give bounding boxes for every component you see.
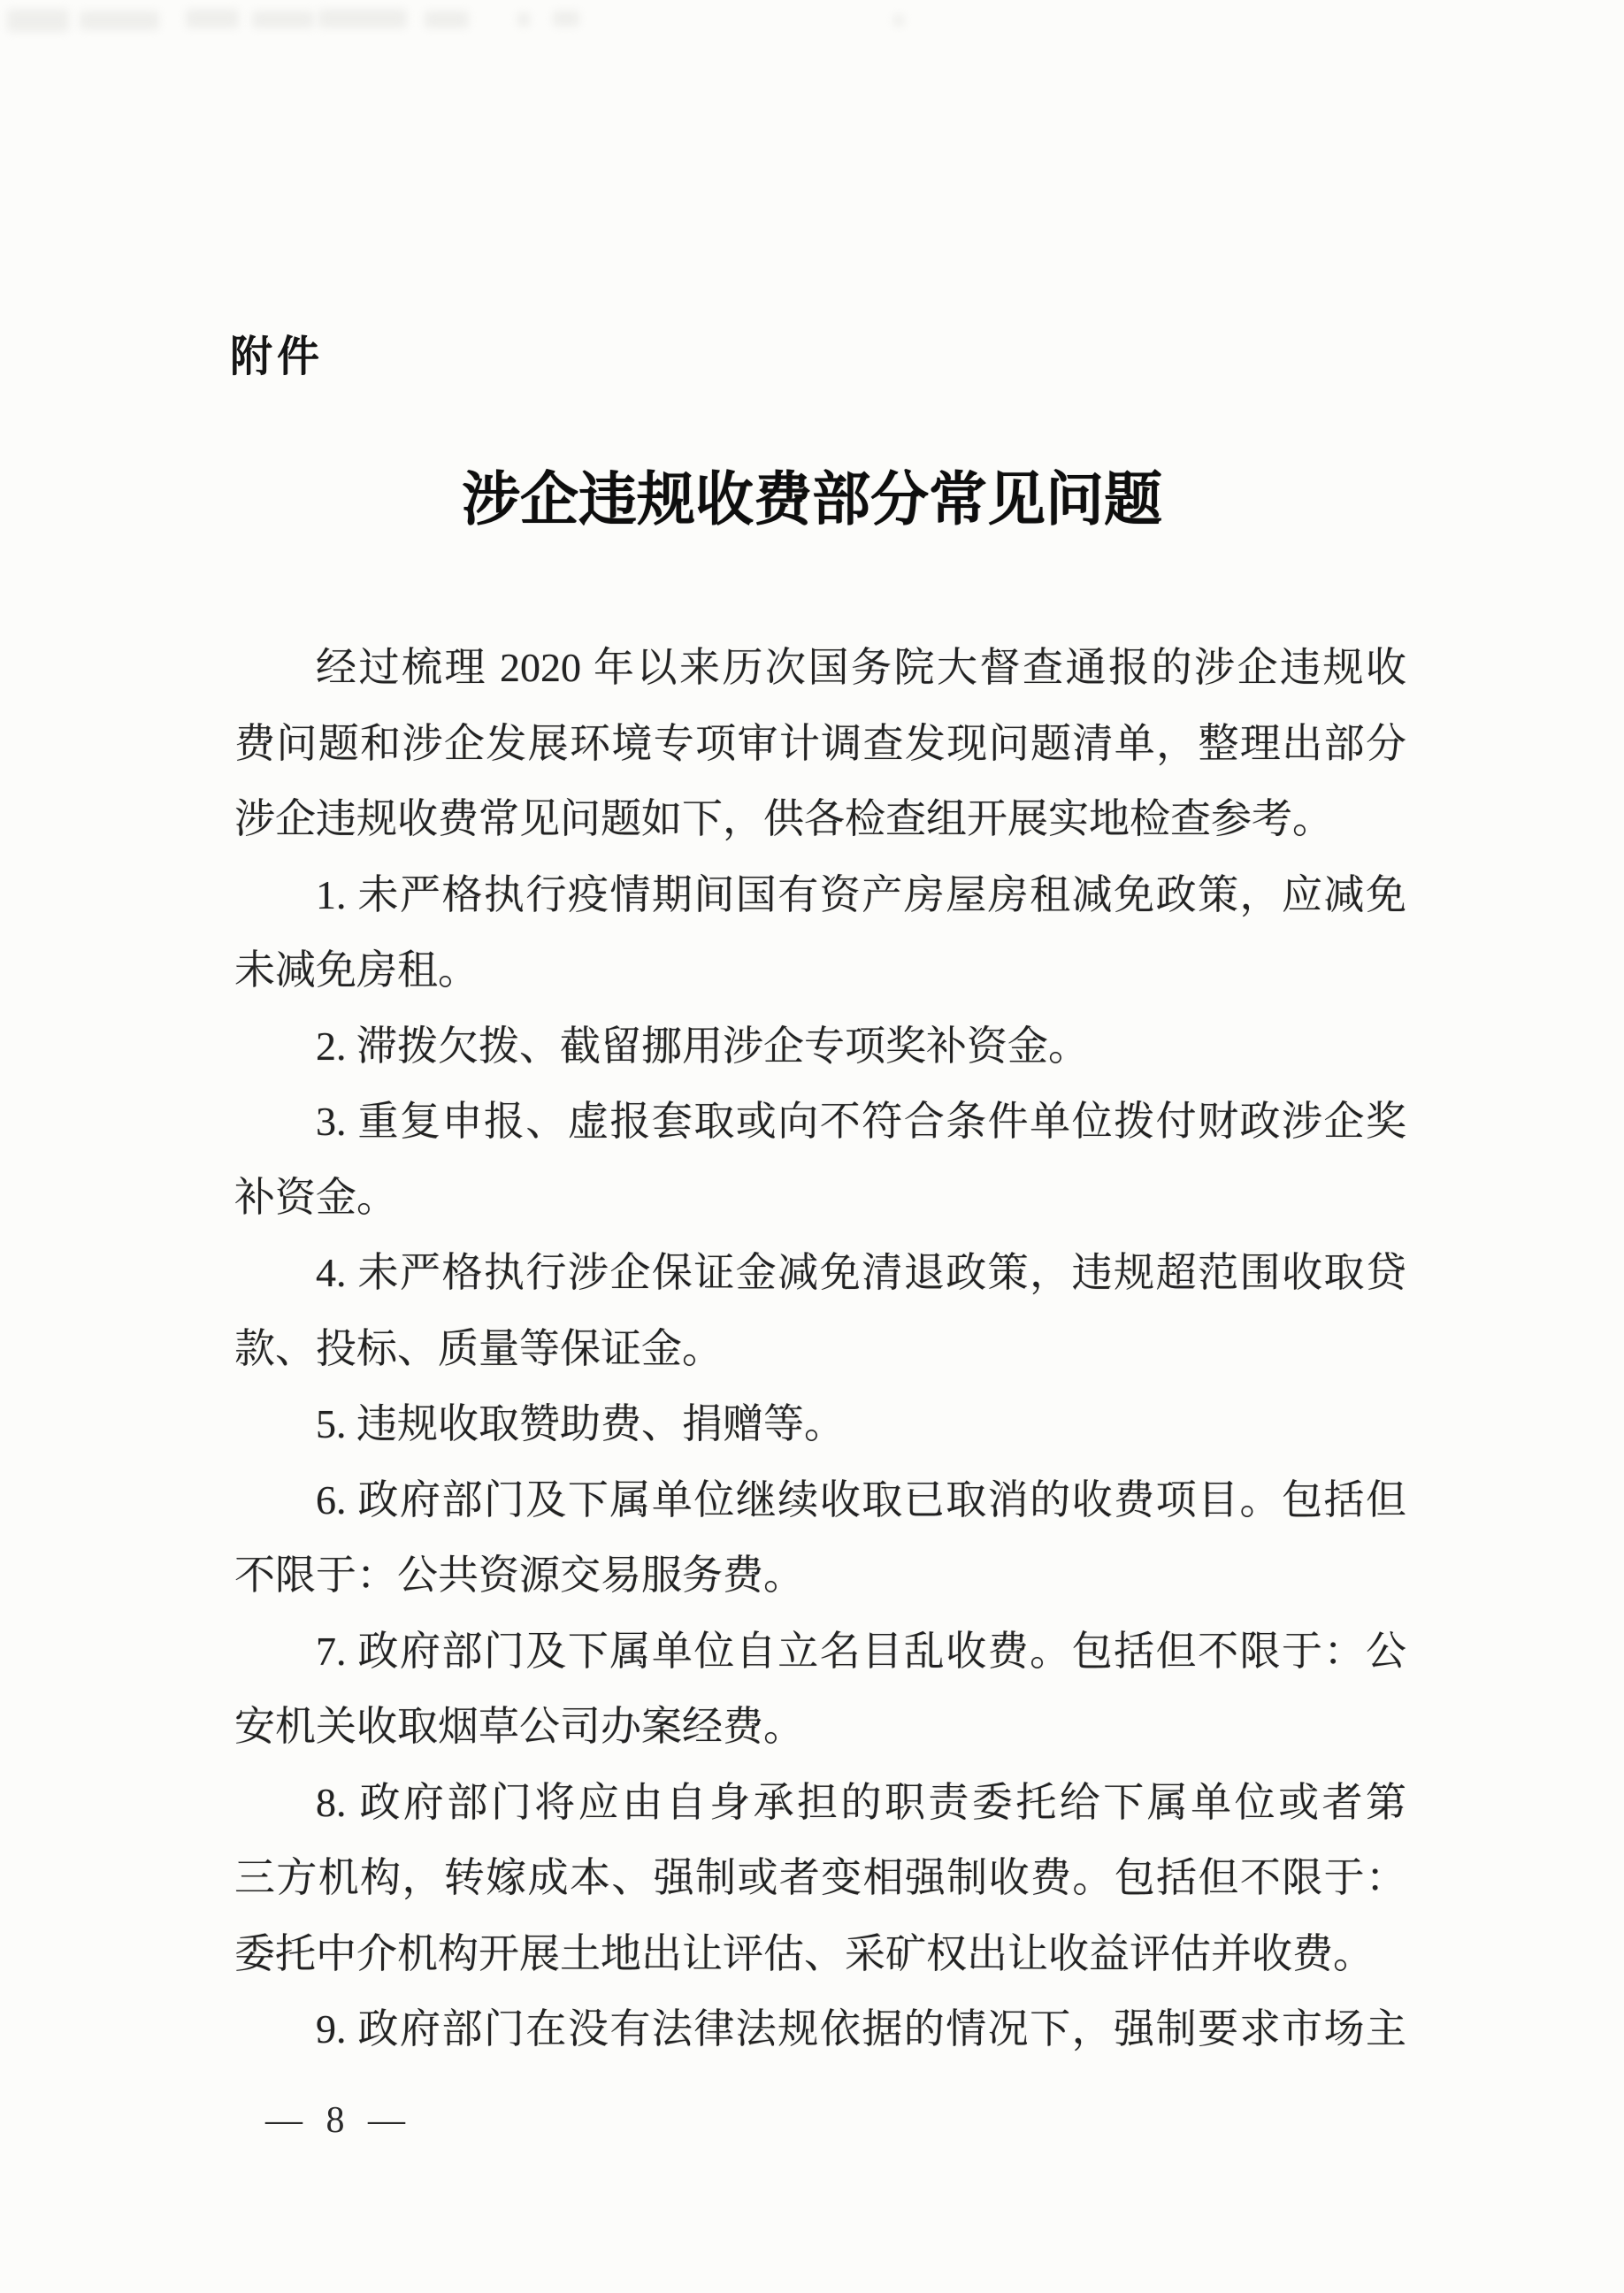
paragraph-item-4 [234,1235,1406,1386]
text-line: 8. 政府部门将应由自身承担的职责委托给下属单位或者第 [316,1779,1406,1825]
document-body [234,630,1406,2067]
scan-artifact [425,11,469,28]
text-line: 3. 重复申报、虚报套取或向不符合条件单位拨付财政涉企奖 [316,1099,1406,1144]
text-line: 经过梳理 2020 年以来历次国务院大督查通报的涉企违规收 [316,645,1406,690]
document-title: 涉企违规收费部分常见问题 [462,468,1162,533]
text-line: 6. 政府部门及下属单位继续收取已取消的收费项目。包括但 [316,1476,1406,1522]
paragraph-item-5 [234,1386,1406,1462]
text-line: 7. 政府部门及下属单位自立名目乱收费。包括但不限于：公 [316,1628,1406,1674]
text-line: 1. 未严格执行疫情期间国有资产房屋房租减免政策，应减免 [316,871,1406,917]
text-line: 款、投标、质量等保证金。 [234,1325,723,1371]
paragraph-item-3 [234,1084,1406,1235]
text-line: 涉企违规收费常见问题如下，供各检查组开展实地检查参考。 [234,796,1333,841]
text-line: 9. 政府部门在没有法律法规依据的情况下，强制要求市场主 [316,2006,1406,2051]
paragraph-item-9 [234,1991,1406,2067]
text-line: 三方机构，转嫁成本、强制或者变相强制收费。包括但不限于： [234,1855,1406,1900]
paragraph-item-7 [234,1614,1406,1765]
text-line: 不限于：公共资源交易服务费。 [234,1553,804,1598]
scan-artifact [893,14,904,27]
paragraph-item-8 [234,1765,1406,1992]
scan-artifact [80,11,159,30]
page-number: — 8 — [265,2100,412,2141]
paragraph-item-6 [234,1462,1406,1614]
text-line: 未减免房租。 [234,947,479,993]
scan-artifact [318,9,407,28]
attachment-label: 附件 [230,334,325,380]
scan-artifact [7,9,69,32]
paragraph-intro [234,630,1406,857]
paragraph-item-1 [234,857,1406,1008]
scan-artifact [517,12,530,27]
text-line: 委托中介机构开展土地出让评估、采矿权出让收益评估并收费。 [234,1930,1374,1976]
scan-artifact [252,11,314,28]
paragraph-item-2 [234,1008,1406,1085]
text-line: 2. 滞拨欠拨、截留挪用涉企专项奖补资金。 [316,1023,1089,1069]
scan-artifact [186,9,239,28]
text-line: 安机关收取烟草公司办案经费。 [234,1704,804,1749]
scan-artifact [553,11,579,27]
text-line: 补资金。 [234,1174,397,1220]
text-line: 费问题和涉企发展环境专项审计调查发现问题清单，整理出部分 [234,720,1406,766]
text-line: 5. 违规收取赞助费、捐赠等。 [316,1401,845,1446]
text-line: 4. 未严格执行涉企保证金减免清退政策，违规超范围收取贷 [316,1250,1406,1295]
